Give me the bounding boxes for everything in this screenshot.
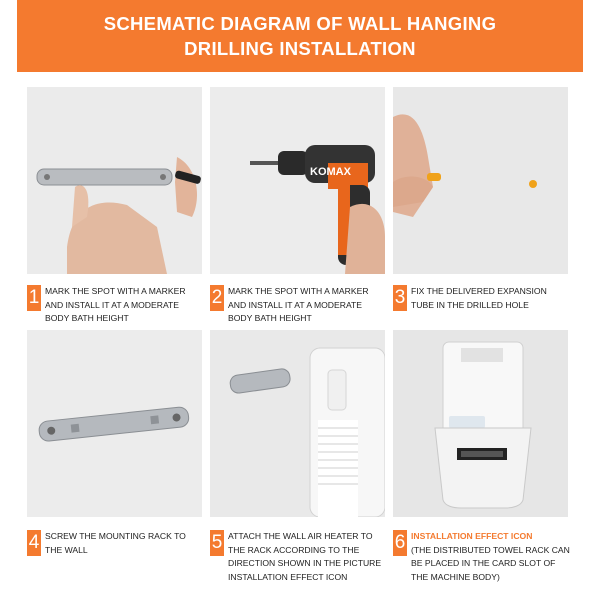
step-6-title: INSTALLATION EFFECT ICON [411, 531, 533, 541]
step-5-photo [210, 330, 385, 517]
step-4-caption [27, 530, 210, 582]
title-line-2: DRILLING INSTALLATION [184, 38, 416, 59]
step-4-photo [27, 330, 202, 517]
step-6-caption [393, 530, 576, 582]
step-1-text: MARK THE SPOT WITH A MARKER AND INSTALL IT AT A MODERATE BODY BATH HEIGHT [45, 286, 186, 323]
step-1-number: 1 [27, 285, 41, 311]
title-line-1: SCHEMATIC DIAGRAM OF WALL HANGING [103, 13, 497, 34]
step-5-text: ATTACH THE WALL AIR HEATER TO THE RACK ACCORDING TO THE DIRECTION SHOWN IN THE PICTURE INSTALLATION EFFECT ICON [228, 531, 382, 582]
step-6-number: 6 [393, 530, 407, 556]
step-4-text: SCREW THE MOUNTING RACK TO THE WALL [45, 531, 186, 555]
step-5-number: 5 [210, 530, 224, 556]
step-3-number: 3 [393, 285, 407, 311]
step-5-caption [210, 530, 393, 582]
drill-brand-label: KOMAX [310, 166, 351, 178]
header-banner [17, 0, 583, 72]
step-3-caption [393, 285, 576, 337]
step-6-description: (THE DISTRIBUTED TOWEL RACK CAN BE PLACED IN THE CARD SLOT OF THE MACHINE BODY) [411, 544, 570, 582]
step-6-photo [393, 330, 568, 517]
step-3-photo [393, 87, 568, 274]
step-2-photo [210, 87, 385, 274]
step-4-number: 4 [27, 530, 41, 556]
step-2-number: 2 [210, 285, 224, 311]
step-1-photo [27, 87, 202, 274]
step-2-caption [210, 285, 393, 337]
step-6-text [411, 530, 571, 584]
step-2-text: MARK THE SPOT WITH A MARKER AND INSTALL IT AT A MODERATE BODY BATH HEIGHT [228, 286, 369, 323]
step-1-caption [27, 285, 210, 337]
step-3-text: FIX THE DELIVERED EXPANSION TUBE IN THE DRILLED HOLE [411, 286, 547, 310]
